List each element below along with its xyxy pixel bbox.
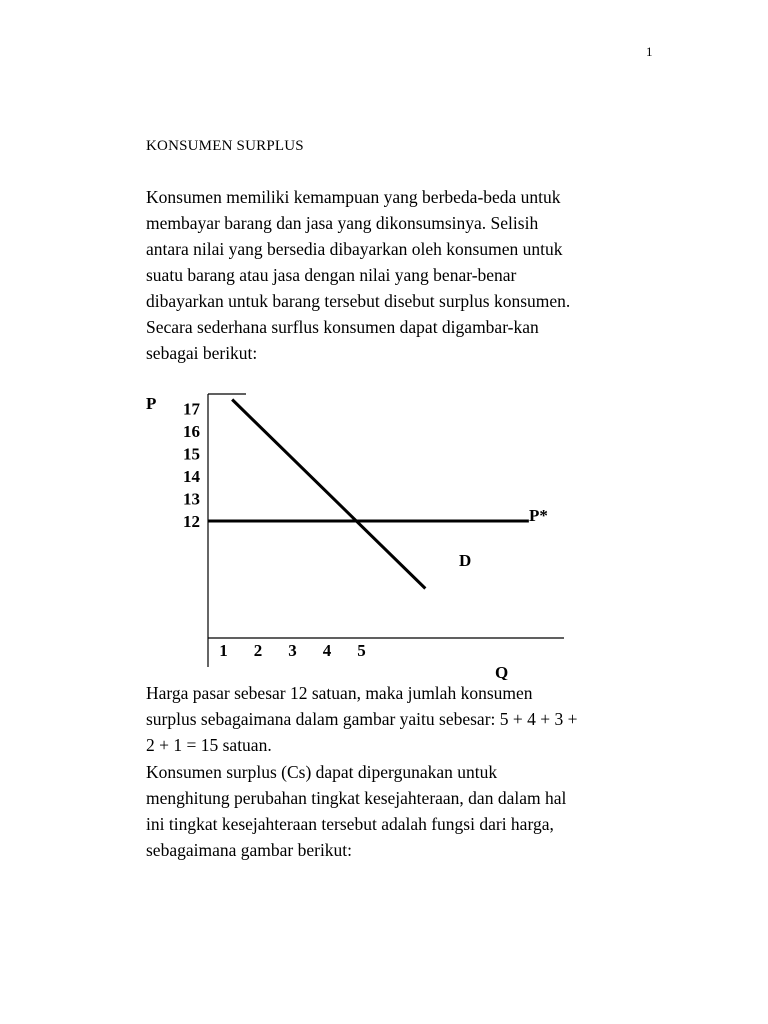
y-axis-label: P	[146, 394, 157, 413]
y-tick-label: 13	[183, 489, 200, 509]
paragraph-line: Konsumen memiliki kemampuan yang berbeda-beda untuk	[146, 187, 561, 207]
paragraph-line: menghitung perubahan tingkat kesejahteraan, dan dalam hal	[146, 788, 567, 808]
y-tick-label: 15	[183, 444, 200, 464]
paragraph-line: sebagaimana gambar berikut:	[146, 840, 353, 860]
x-tick-label: 1	[219, 641, 228, 660]
paragraph-line: Secara sederhana surflus konsumen dapat digambar-kan	[146, 317, 539, 337]
paragraph-line: surplus sebagaimana dalam gambar yaitu sebesar: 5 + 4 + 3 +	[146, 709, 578, 729]
paragraph-line: dibayarkan untuk barang tersebut disebut surplus konsumen.	[146, 291, 571, 311]
y-tick-label: 16	[183, 422, 200, 441]
paragraph-line: Konsumen surplus (Cs) dapat dipergunakan untuk	[146, 762, 498, 782]
welfare-paragraph	[146, 759, 666, 863]
paragraph-line: 2 + 1 = 15 satuan.	[146, 735, 272, 755]
paragraph-line: sebagai berikut:	[146, 343, 258, 363]
demand-curve	[232, 400, 425, 589]
paragraph-line: suatu barang atau jasa dengan nilai yang benar-benar	[146, 265, 517, 285]
demand-curve-label: D	[459, 551, 472, 570]
paragraph-line: membayar barang dan jasa yang dikonsumsinya. Selisih	[146, 213, 539, 233]
x-tick-label: 4	[322, 641, 332, 660]
x-tick-labels	[219, 641, 366, 660]
page-number: 1	[646, 44, 653, 59]
y-tick-label: 12	[183, 512, 200, 531]
y-tick-labels	[183, 400, 201, 532]
paragraph-line: ini tingkat kesejahteraan tersebut adalah fungsi dari harga,	[146, 814, 554, 834]
paragraph-line: Harga pasar sebesar 12 satuan, maka jumlah konsumen	[146, 683, 533, 703]
price-line-label: P*	[529, 506, 548, 525]
paragraph-line: antara nilai yang bersedia dibayarkan oleh konsumen untuk	[146, 239, 563, 259]
graph-axes	[208, 394, 564, 667]
y-tick-label: 17	[183, 399, 200, 419]
intro-paragraph	[146, 184, 666, 366]
y-tick-label: 14	[183, 467, 200, 486]
x-axis-label: Q	[495, 663, 509, 680]
x-tick-label: 2	[253, 641, 263, 660]
surplus-calculation-paragraph	[146, 680, 666, 758]
section-heading: KONSUMEN SURPLUS	[146, 138, 304, 154]
x-tick-label: 3	[288, 641, 297, 660]
consumer-surplus-graph	[0, 380, 768, 680]
x-tick-label: 5	[357, 641, 366, 660]
